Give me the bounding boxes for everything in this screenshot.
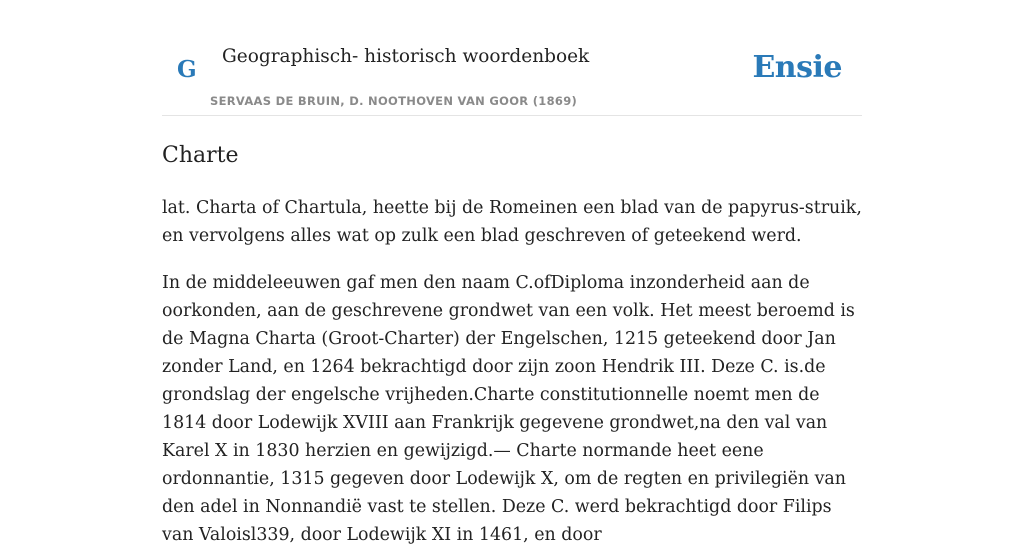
page-container [162, 0, 862, 549]
book-authors: SERVAAS DE BRUIN, D. NOOTHOVEN VAN GOOR (1869) [210, 94, 578, 108]
entry-title: Charte [162, 143, 239, 168]
ensie-logo[interactable]: Ensie [752, 50, 842, 85]
book-title[interactable]: Geographisch- historisch woordenboek [222, 46, 590, 67]
header [162, 0, 862, 116]
book-logo-icon[interactable]: G [177, 56, 197, 83]
entry-paragraph-2: In de middeleeuwen gaf men den naam C.ofDiploma inzonderheid aan de oorkonden, aan de geschrevene grondwet van een volk. Het meest beroemd is de Magna Charta (Groot-Charter) der Engelschen, 1215 geteekend door Jan zonder Land, en 1264 bekrachtigd door zijn zoon Hendrik III. Deze C. is.de grondslag der engelsche vrijheden.Charte constitutionnelle noemt men de 1814 door Lodewijk XVIII aan Frankrijk gegevene grondwet,na den val van Karel X in 1830 herzien en gewijzigd.— Charte normande heet eene ordonnantie, 1315 gegeven door Lodewijk X, om de regten en privilegiën van den adel in Nonnandië vast te stellen. Deze C. werd bekrachtigd door Filips van Valoisl339, door Lodewijk XI in 1461, en door [162, 273, 855, 545]
entry-paragraph-1: lat. Charta of Chartula, heette bij de Romeinen een blad van de papyrus-struik, en vervolgens alles wat op zulk een blad geschreven of geteekend werd. [162, 198, 862, 246]
